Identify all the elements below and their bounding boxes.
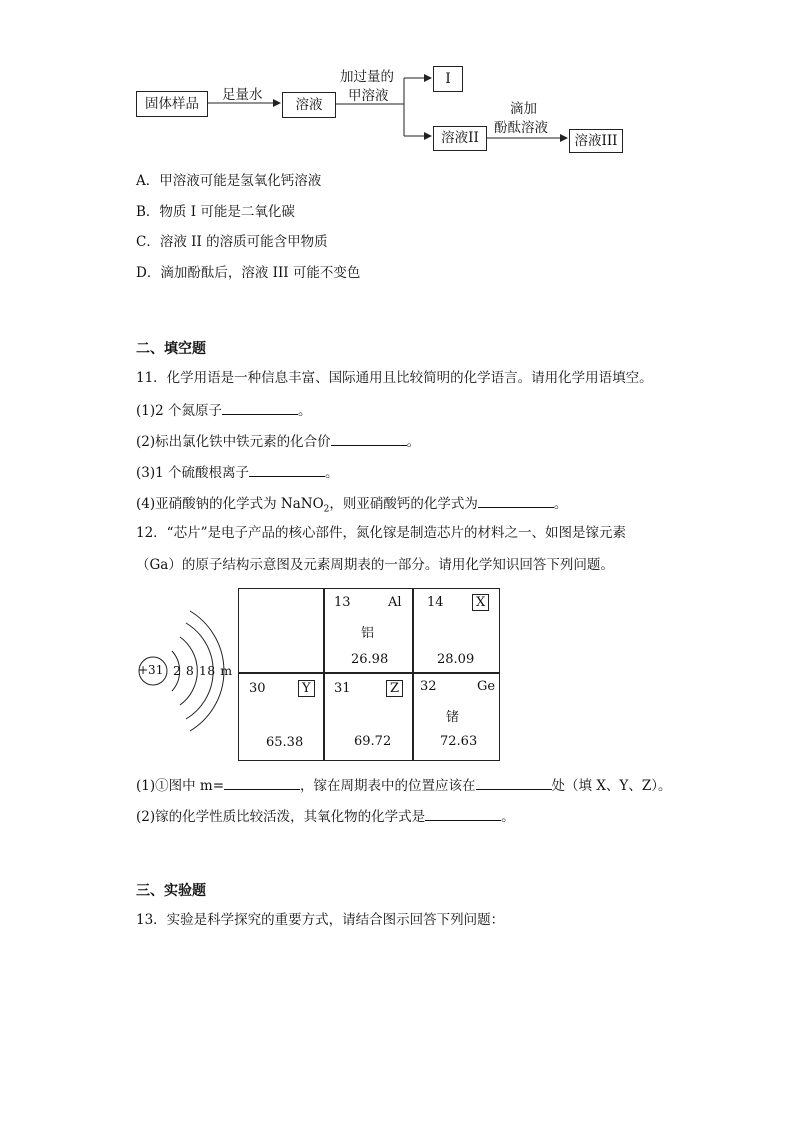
q11-part4-text2: ，则亚硝酸钙的化学式为 xyxy=(329,496,478,512)
atomic-mass: 72.63 xyxy=(440,734,478,749)
period: 。 xyxy=(501,809,515,825)
q12-line1: 12．“芯片”是电子产品的核心部件，氮化镓是制造芯片的材料之一、如图是镓元素 xyxy=(136,525,626,541)
solution-II-box: 溶液II xyxy=(433,126,487,151)
atomic-number: 14 xyxy=(427,595,444,610)
drop-line2: 酚酞溶液 xyxy=(494,120,548,136)
q11-part3 xyxy=(136,462,339,482)
atomic-number: 32 xyxy=(420,679,437,694)
q11-part4 xyxy=(136,493,567,519)
element-symbol: Al xyxy=(388,595,402,610)
answer-blank[interactable] xyxy=(476,775,552,790)
option-b: B．物质 I 可能是二氧化碳 xyxy=(136,204,295,220)
flowchart-arrows xyxy=(0,0,794,170)
period: 。 xyxy=(553,496,568,512)
unknown-symbol-y: Y xyxy=(298,680,315,697)
pt-cell-x xyxy=(412,588,500,674)
answer-blank[interactable] xyxy=(224,775,300,790)
atomic-number: 13 xyxy=(334,595,351,610)
element-symbol: Ge xyxy=(477,679,496,694)
period: 。 xyxy=(325,465,339,481)
q12-part1-mid: ，镓在周期表中的位置应该在 xyxy=(300,778,476,794)
section2-title: 二、填空题 xyxy=(136,341,206,357)
atomic-mass: 69.72 xyxy=(354,734,392,749)
answer-blank[interactable] xyxy=(478,493,554,508)
atomic-mass: 65.38 xyxy=(266,735,304,750)
add-excess-line1: 加过量的 xyxy=(340,69,394,85)
answer-blank[interactable] xyxy=(425,806,501,821)
atomic-mass: 28.09 xyxy=(437,652,475,667)
option-c: C．溶液 II 的溶质可能含甲物质 xyxy=(136,234,328,250)
pt-cell-al xyxy=(323,588,414,674)
solid-sample-box: 固体样品 xyxy=(136,91,208,117)
unknown-symbol-x: X xyxy=(472,594,489,611)
q12-part2 xyxy=(136,806,515,826)
q11-part3-text: (3)1 个硫酸根离子 xyxy=(136,465,250,481)
q12-part1-post: 处（填 X、Y、Z）。 xyxy=(551,778,672,794)
period: 。 xyxy=(298,403,312,419)
solution-III-box: 溶液III xyxy=(569,129,623,153)
q12-line2: （Ga）的原子结构示意图及元素周期表的一部分。请用化学知识回答下列问题。 xyxy=(136,557,614,573)
atomic-number: 31 xyxy=(334,681,351,696)
drop-line1: 滴加 xyxy=(510,101,537,117)
q11-stem: 11．化学用语是一种信息丰富、国际通用且比较简明的化学语言。请用化学用语填空。 xyxy=(136,370,653,386)
q12-part2-text: (2)镓的化学性质比较活泼，其氧化物的化学式是 xyxy=(136,809,426,825)
answer-blank[interactable] xyxy=(331,431,407,446)
unknown-symbol-z: Z xyxy=(386,680,403,697)
option-d: D．滴加酚酞后，溶液 III 可能不变色 xyxy=(136,265,361,281)
pt-cell-y xyxy=(238,672,325,761)
answer-blank[interactable] xyxy=(222,400,298,415)
nucleus-charge: +31 xyxy=(138,663,164,677)
pt-cell-ge xyxy=(412,672,500,761)
add-excess-line2: 甲溶液 xyxy=(348,88,389,104)
atomic-number: 30 xyxy=(249,681,266,696)
section3-title: 三、实验题 xyxy=(136,883,206,899)
q12-part1-text: (1)①图中 m= xyxy=(136,778,225,794)
q11-part2-text: (2)标出氯化铁中铁元素的化合价 xyxy=(136,434,331,450)
subscript: 2 xyxy=(323,504,330,515)
pt-cell-empty xyxy=(238,588,325,674)
period: 。 xyxy=(406,434,421,450)
answer-blank[interactable] xyxy=(249,462,325,477)
electron-shells: 2 8 18 m xyxy=(173,663,233,678)
element-name: 锗 xyxy=(446,710,460,725)
element-name: 铝 xyxy=(361,626,375,641)
q11-part1 xyxy=(136,400,312,420)
option-a: A．甲溶液可能是氢氧化钙溶液 xyxy=(136,173,322,189)
substance-I-box: I xyxy=(433,66,463,92)
q11-part4-text: (4)亚硝酸钠的化学式为 NaNO xyxy=(136,496,324,512)
water-label: 足量水 xyxy=(222,87,263,103)
pt-cell-z xyxy=(323,672,414,761)
q11-part2 xyxy=(136,431,420,451)
q12-part1 xyxy=(136,775,671,795)
q13-stem: 13．实验是科学探究的重要方式，请结合图示回答下列问题： xyxy=(136,912,505,928)
q11-part1-text: (1)2 个氮原子 xyxy=(136,403,223,419)
atomic-mass: 26.98 xyxy=(351,652,389,667)
solution-box: 溶液 xyxy=(282,92,336,118)
